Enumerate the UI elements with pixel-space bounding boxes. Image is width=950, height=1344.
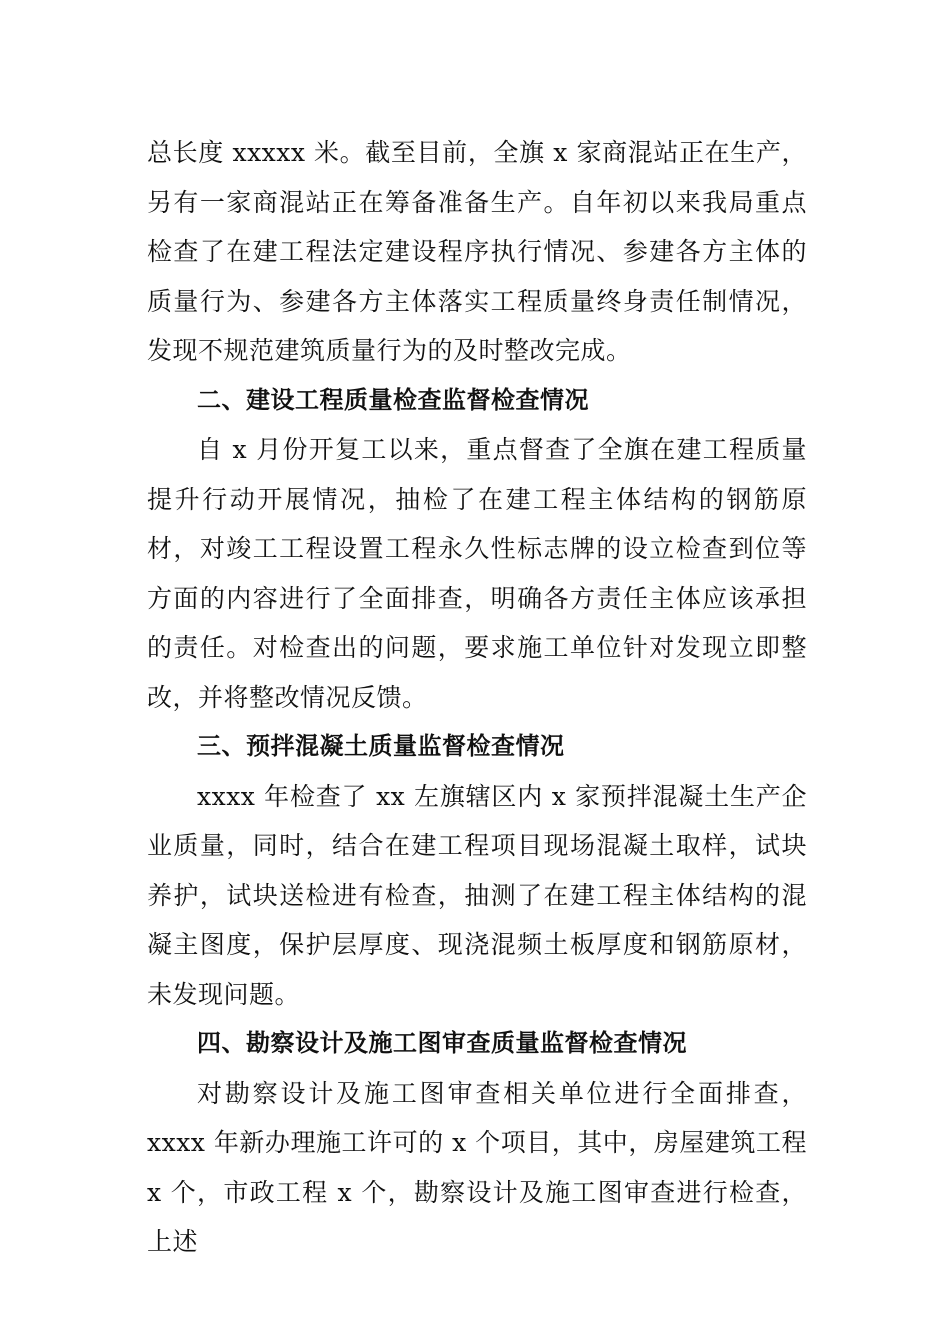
paragraph-section-4: 对勘察设计及施工图审查相关单位进行全面排查，xxxx 年新办理施工许可的 x 个项目，其中，房屋建筑工程 x 个，市政工程 x 个，勘察设计及施工图审查进行检查，上述 [147, 1078, 807, 1256]
paragraph-section-3: xxxx 年检查了 xx 左旗辖区内 x 家预拌混凝土生产企业质量，同时，结合在建工程项目现场混凝土取样，试块养护，试块送检进有检查，抽测了在建工程主体结构的混凝主图度，保护层厚度、现浇混频土板厚度和钢筋原材，未发现问题。 [147, 781, 807, 1009]
document-body [147, 128, 807, 1267]
paragraph-continuation: 总长度 xxxxx 米。截至目前，全旗 x 家商混站正在生产，另有一家商混站正在筹备准备生产。自年初以来我局重点检查了在建工程法定建设程序执行情况、参建各方主体的质量行为、参建各方主体落实工程质量终身责任制情况，发现不规范建筑质量行为的及时整改完成。 [147, 138, 807, 365]
section-heading-3: 三、预拌混凝土质量监督检查情况 [197, 732, 565, 760]
section-heading-4: 四、勘察设计及施工图审查质量监督检查情况 [197, 1029, 687, 1057]
section-heading-2: 二、建设工程质量检查监督检查情况 [197, 385, 589, 414]
paragraph-section-2: 自 x 月份开复工以来，重点督查了全旗在建工程质量提升行动开展情况，抽检了在建工程主体结构的钢筋原材，对竣工工程设置工程永久性标志牌的设立检查到位等方面的内容进行了全面排查，明确各方责任主体应该承担的责任。对检查出的问题，要求施工单位针对发现立即整改，并将整改情况反馈。 [147, 435, 807, 712]
